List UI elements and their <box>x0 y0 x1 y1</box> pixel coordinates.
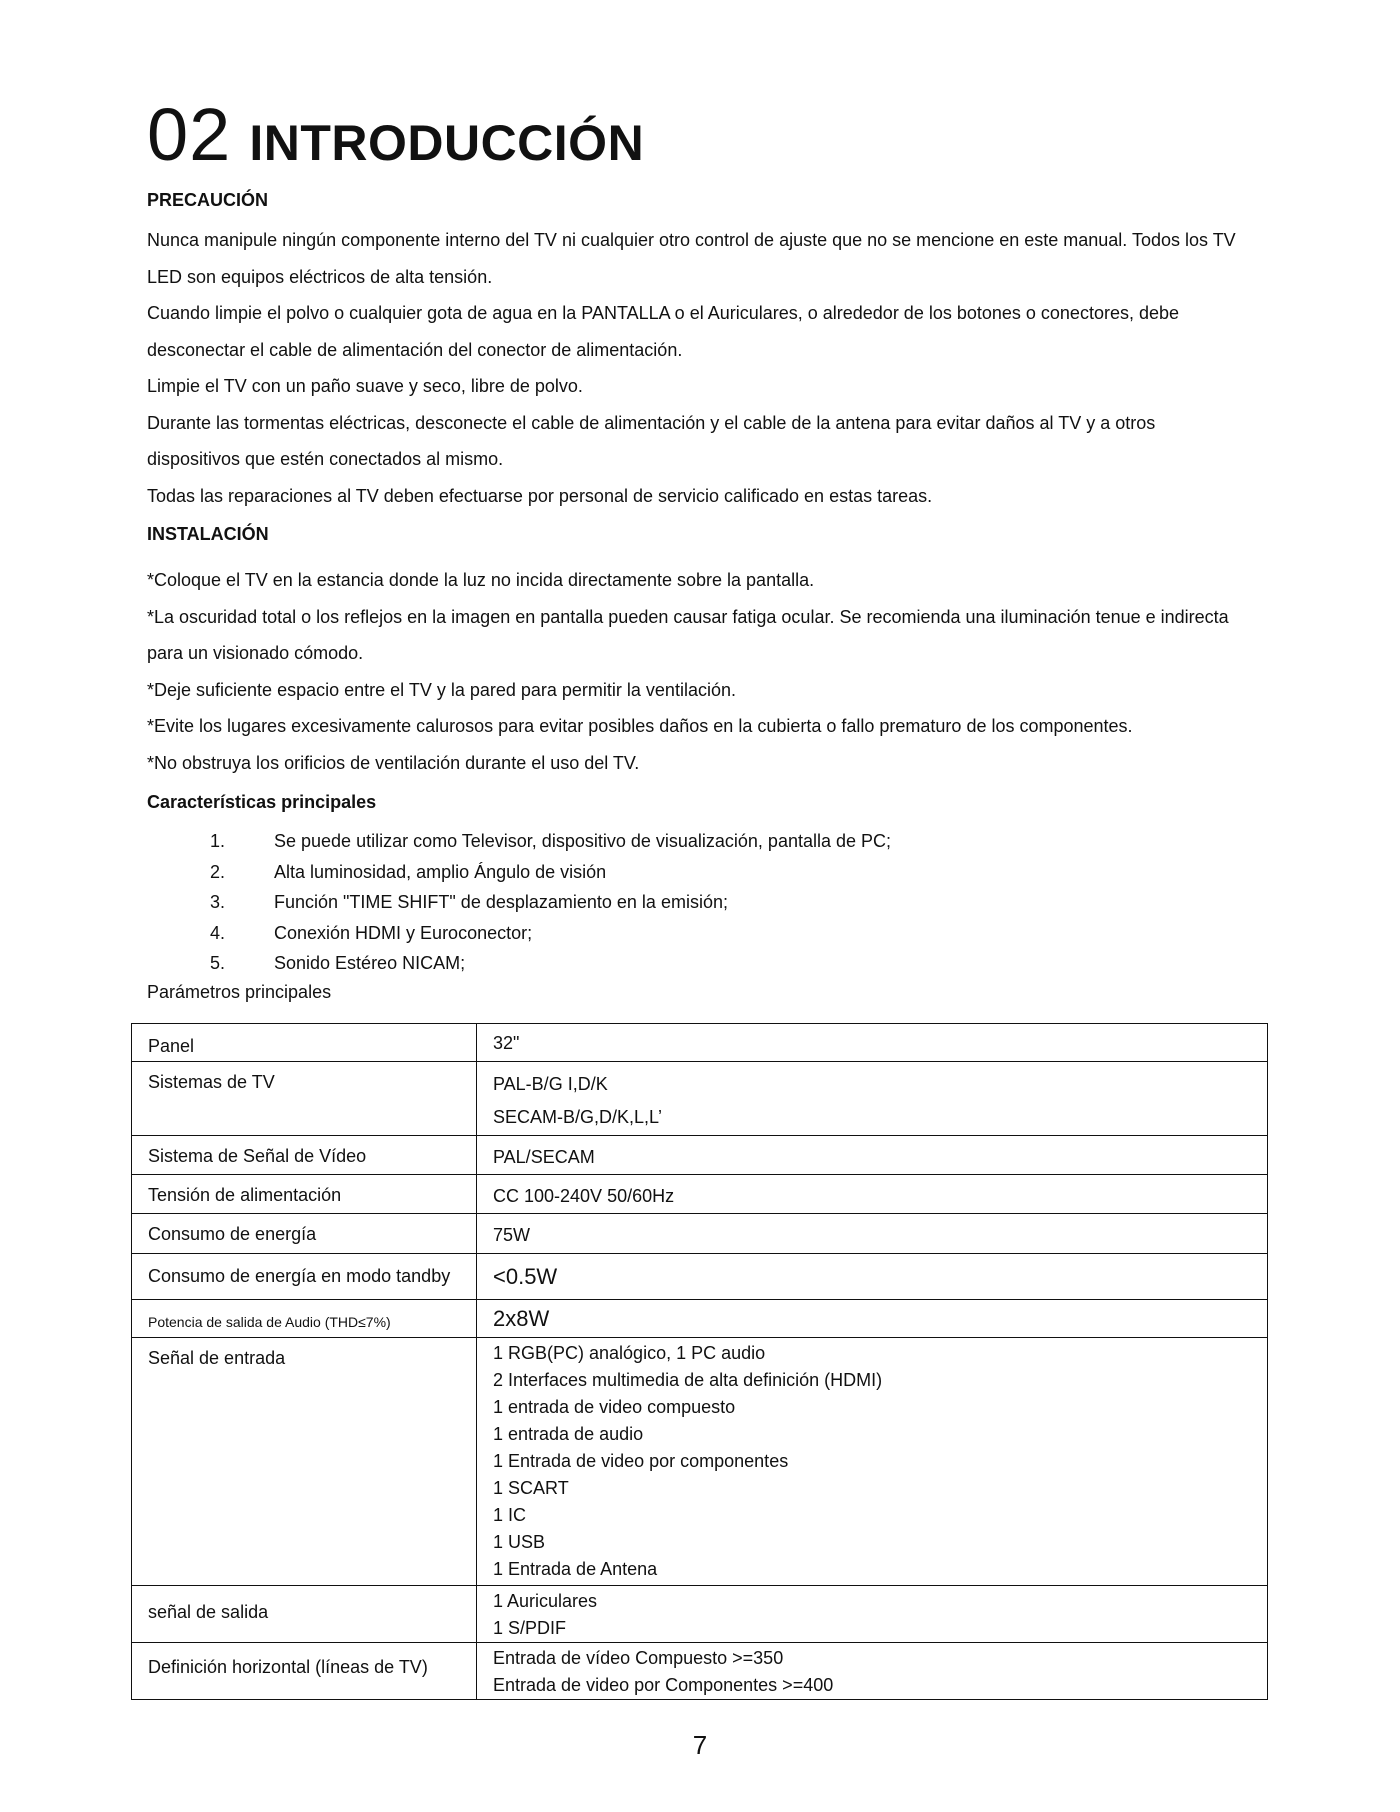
installation-line: *Deje suficiente espacio entre el TV y la pared para permitir la ventilación. <box>147 679 736 700</box>
table-row <box>132 1586 1268 1643</box>
feature-number: 5. <box>210 953 226 973</box>
param-label: Definición horizontal (líneas de TV) <box>132 1643 477 1700</box>
feature-number: 1. <box>210 831 226 851</box>
installation-text <box>147 562 1267 781</box>
feature-text: Sonido Estéreo NICAM; <box>274 953 466 973</box>
param-value <box>477 1338 1268 1586</box>
param-value-line: <0.5W <box>493 1264 558 1289</box>
precaution-heading: PRECAUCIÓN <box>147 190 269 210</box>
feature-text: Función "TIME SHIFT" de desplazamiento en la emisión; <box>274 892 728 912</box>
precaution-line: Todas las reparaciones al TV deben efectuarse por personal de servicio calificado en estas tareas. <box>147 485 933 506</box>
table-row <box>132 1300 1268 1338</box>
table-row <box>132 1643 1268 1700</box>
param-value <box>477 1024 1268 1062</box>
param-label: Consumo de energía en modo tandby <box>132 1254 477 1300</box>
feature-text: Se puede utilizar como Televisor, dispositivo de visualización, pantalla de PC; <box>274 831 892 851</box>
param-value-line: 1 entrada de audio <box>493 1424 644 1444</box>
installation-line: *Evite los lugares excesivamente calurosos para evitar posibles daños en la cubierta o fallo prematuro de los componentes. <box>147 716 1133 736</box>
precaution-line: Limpie el TV con un paño suave y seco, libre de polvo. <box>147 376 583 396</box>
table-row <box>132 1175 1268 1214</box>
params-table <box>131 1023 1268 1700</box>
precaution-line: Durante las tormentas eléctricas, desconecte el cable de alimentación y el cable de la antena para evitar daños al TV y a otros <box>147 412 1156 433</box>
param-value-line: 1 entrada de video compuesto <box>493 1397 736 1417</box>
param-value <box>477 1586 1268 1643</box>
param-value <box>477 1643 1268 1700</box>
precaution-line: dispositivos que estén conectados al mismo. <box>147 449 504 469</box>
table-row <box>132 1136 1268 1175</box>
param-value-line: 2x8W <box>493 1306 550 1331</box>
param-value-line: SECAM-B/G,D/K,L,L’ <box>493 1107 663 1127</box>
precaution-line: Cuando limpie el polvo o cualquier gota de agua en la PANTALLA o el Auriculares, o alrededor de los botones o conectores, debe <box>147 303 1180 323</box>
installation-line: para un visionado cómodo. <box>147 643 364 663</box>
table-row <box>132 1214 1268 1254</box>
installation-line: *La oscuridad total o los reflejos en la imagen en pantalla pueden causar fatiga ocular. Se recomienda una iluminación tenue e indirecta <box>147 606 1229 627</box>
param-value-line: PAL/SECAM <box>493 1147 595 1167</box>
features-heading: Características principales <box>147 792 377 812</box>
param-value <box>477 1062 1268 1136</box>
param-value-line: PAL-B/G I,D/K <box>493 1074 608 1094</box>
precaution-line: Nunca manipule ningún componente interno del TV ni cualquier otro control de ajuste que no se mencione en este manual. Todos los TV <box>147 230 1236 250</box>
param-value <box>477 1136 1268 1175</box>
param-label: Consumo de energía <box>132 1214 477 1254</box>
page-title <box>147 92 644 177</box>
param-label: Sistema de Señal de Vídeo <box>132 1136 477 1175</box>
section-number: 02 <box>147 93 232 176</box>
param-label: Sistemas de TV <box>132 1062 477 1136</box>
feature-text: Conexión HDMI y Euroconector; <box>274 922 533 943</box>
param-value-line: 1 Entrada de Antena <box>493 1559 658 1579</box>
installation-heading: INSTALACIÓN <box>147 524 269 544</box>
param-label: Potencia de salida de Audio (THD≤7%) <box>132 1300 477 1338</box>
param-label: Señal de entrada <box>132 1338 477 1586</box>
param-value <box>477 1175 1268 1214</box>
precaution-line: LED son equipos eléctricos de alta tensión. <box>147 266 493 287</box>
param-value-line: 32" <box>493 1033 520 1053</box>
table-row <box>132 1254 1268 1300</box>
installation-line: *No obstruya los orificios de ventilación durante el uso del TV. <box>147 752 640 773</box>
param-value <box>477 1300 1268 1338</box>
param-label: Tensión de alimentación <box>132 1175 477 1214</box>
page-number: 7 <box>692 1730 708 1760</box>
param-value-line: 75W <box>493 1225 531 1245</box>
feature-number: 4. <box>210 922 226 943</box>
param-value-line: Entrada de video por Componentes >=400 <box>493 1675 834 1695</box>
param-value-line: 1 RGB(PC) analógico, 1 PC audio <box>493 1343 766 1363</box>
param-value-line: 1 Auriculares <box>493 1591 598 1611</box>
precaution-text <box>147 222 1267 514</box>
param-label: Panel <box>132 1024 477 1062</box>
param-value <box>477 1254 1268 1300</box>
param-value-line: 1 USB <box>493 1532 546 1552</box>
param-value-line: 1 SCART <box>493 1478 569 1498</box>
param-value-line: 1 IC <box>493 1505 527 1525</box>
table-row <box>132 1338 1268 1586</box>
precaution-line: desconectar el cable de alimentación del conector de alimentación. <box>147 339 683 360</box>
param-value <box>477 1214 1268 1254</box>
section-title: INTRODUCCIÓN <box>249 115 645 171</box>
table-row <box>132 1062 1268 1136</box>
param-label: señal de salida <box>132 1586 477 1643</box>
feature-text: Alta luminosidad, amplio Ángulo de visión <box>274 861 607 882</box>
param-value-line: CC 100-240V 50/60Hz <box>493 1186 675 1206</box>
param-value-line: Entrada de vídeo Compuesto >=350 <box>493 1648 784 1668</box>
params-heading: Parámetros principales <box>147 982 332 1002</box>
table-row <box>132 1024 1268 1062</box>
param-value-line: 1 Entrada de video por componentes <box>493 1451 789 1471</box>
installation-line: *Coloque el TV en la estancia donde la luz no incida directamente sobre la pantalla. <box>147 570 815 590</box>
param-value-line: 2 Interfaces multimedia de alta definición (HDMI) <box>493 1370 883 1390</box>
feature-number: 2. <box>210 861 226 882</box>
feature-number: 3. <box>210 892 226 912</box>
param-value-line: 1 S/PDIF <box>493 1618 567 1638</box>
